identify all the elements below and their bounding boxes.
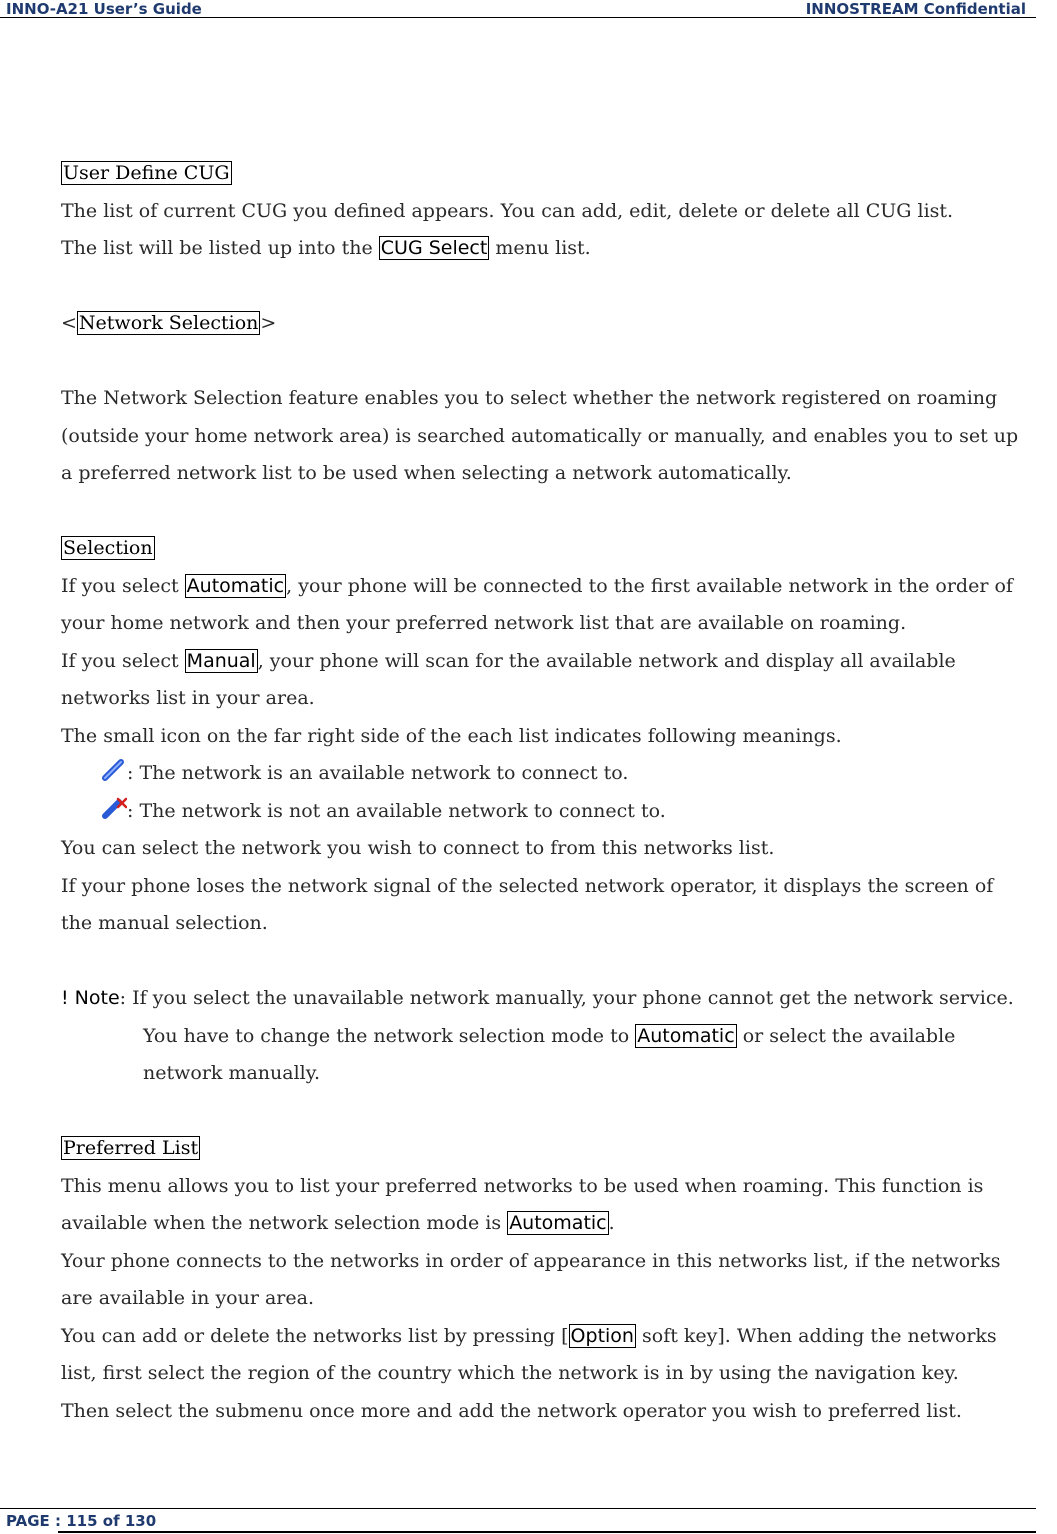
spacer: [61, 943, 1051, 981]
page-body: [61, 155, 1051, 1430]
text-line: The list of current CUG you defined appears. You can add, edit, delete or delete all CUG list.: [61, 199, 954, 222]
text-line: are available in your area.: [61, 1287, 314, 1309]
text-span: : If you select the unavailable network manually, your phone cannot get the network service.: [119, 987, 1014, 1009]
text-span: menu list.: [489, 237, 591, 259]
option-softkey-label: Option: [570, 1324, 634, 1347]
text-line: The small icon on the far right side of the each list indicates following meanings.: [61, 724, 842, 747]
note-line: [61, 980, 1051, 1018]
confidential-label: INNOSTREAM Confidential: [805, 0, 1026, 18]
automatic-option-label: Automatic: [186, 574, 285, 597]
footer-divider: [58, 1531, 1036, 1533]
spacer: [61, 493, 1051, 531]
unavailable-network-line: [61, 793, 1051, 831]
text-span: You can add or delete the networks list by pressing [: [61, 1324, 569, 1347]
cug-heading-line: [61, 155, 1051, 193]
text-line: list, first select the region of the country which the network is in by using the navigation key.: [61, 1362, 959, 1384]
text-span: The list will be listed up into the: [61, 237, 379, 259]
manual-option-label: Manual: [186, 649, 256, 672]
text-span: available when the network selection mode is: [61, 1212, 508, 1234]
cug-select-menu-label: CUG Select: [380, 237, 488, 259]
text-span: If you select: [61, 649, 185, 672]
text-span: : The network is not an available network to connect to.: [127, 799, 666, 822]
text-span: You have to change the network selection mode to: [143, 1024, 636, 1047]
available-network-icon: [101, 758, 127, 782]
text-line: the manual selection.: [61, 912, 268, 934]
bracket: >: [260, 312, 277, 334]
preferred-list-heading: Preferred List: [63, 1137, 199, 1159]
text-span: or select the available: [736, 1024, 956, 1047]
text-line: [61, 643, 1051, 681]
note-line: [61, 1018, 1051, 1056]
spacer: [61, 268, 1051, 306]
text-span: , your phone will scan for the available network and display all available: [257, 649, 956, 672]
page-footer: [0, 1508, 1036, 1533]
text-line: your home network and then your preferred network list that are available on roaming.: [61, 612, 907, 634]
available-network-line: [61, 755, 1051, 793]
text-line: networks list in your area.: [61, 687, 315, 709]
unavailable-network-icon: [101, 796, 127, 820]
text-span: If you select: [61, 574, 185, 597]
selection-heading: Selection: [63, 537, 153, 559]
text-line: [61, 568, 1051, 606]
preferred-list-heading-line: [61, 1130, 1051, 1168]
spacer: [61, 343, 1051, 381]
text-line: [61, 1205, 1051, 1243]
text-line: This menu allows you to list your preferred networks to be used when roaming. This function is: [61, 1174, 984, 1197]
text-span: , your phone will be connected to the first available network in the order of: [286, 574, 1013, 597]
page-number: PAGE : 115 of 130: [6, 1512, 157, 1530]
automatic-option-label: Automatic: [637, 1024, 735, 1047]
page-header: [0, 0, 1036, 18]
text-line: If your phone loses the network signal of the selected network operator, it displays the screen of: [61, 874, 994, 897]
text-line: Then select the submenu once more and add the network operator you wish to preferred list.: [61, 1399, 962, 1422]
text-line: [61, 230, 1051, 268]
text-line: a preferred network list to be used when selecting a network automatically.: [61, 462, 792, 484]
text-line: Your phone connects to the networks in order of appearance in this networks list, if the networks: [61, 1249, 1001, 1272]
cug-heading: User Define CUG: [63, 162, 230, 184]
network-selection-heading: Network Selection: [78, 312, 259, 334]
bracket: <: [61, 312, 77, 334]
note-line: network manually.: [143, 1062, 321, 1084]
text-line: The Network Selection feature enables you to select whether the network registered on roaming: [61, 387, 998, 409]
automatic-option-label: Automatic: [509, 1212, 607, 1234]
network-selection-heading-line: [61, 305, 1051, 343]
text-span: soft key]. When adding the networks: [635, 1324, 997, 1347]
text-span: : The network is an available network to connect to.: [127, 762, 629, 784]
document-title: INNO-A21 User’s Guide: [6, 0, 202, 18]
text-line: You can select the network you wish to connect to from this networks list.: [61, 837, 775, 859]
text-span: .: [608, 1212, 615, 1234]
spacer: [61, 1093, 1051, 1131]
note-label: ! Note: [61, 987, 120, 1009]
text-line: [61, 1318, 1051, 1356]
text-line: (outside your home network area) is searched automatically or manually, and enables you to set up: [61, 424, 1019, 447]
selection-heading-line: [61, 530, 1051, 568]
